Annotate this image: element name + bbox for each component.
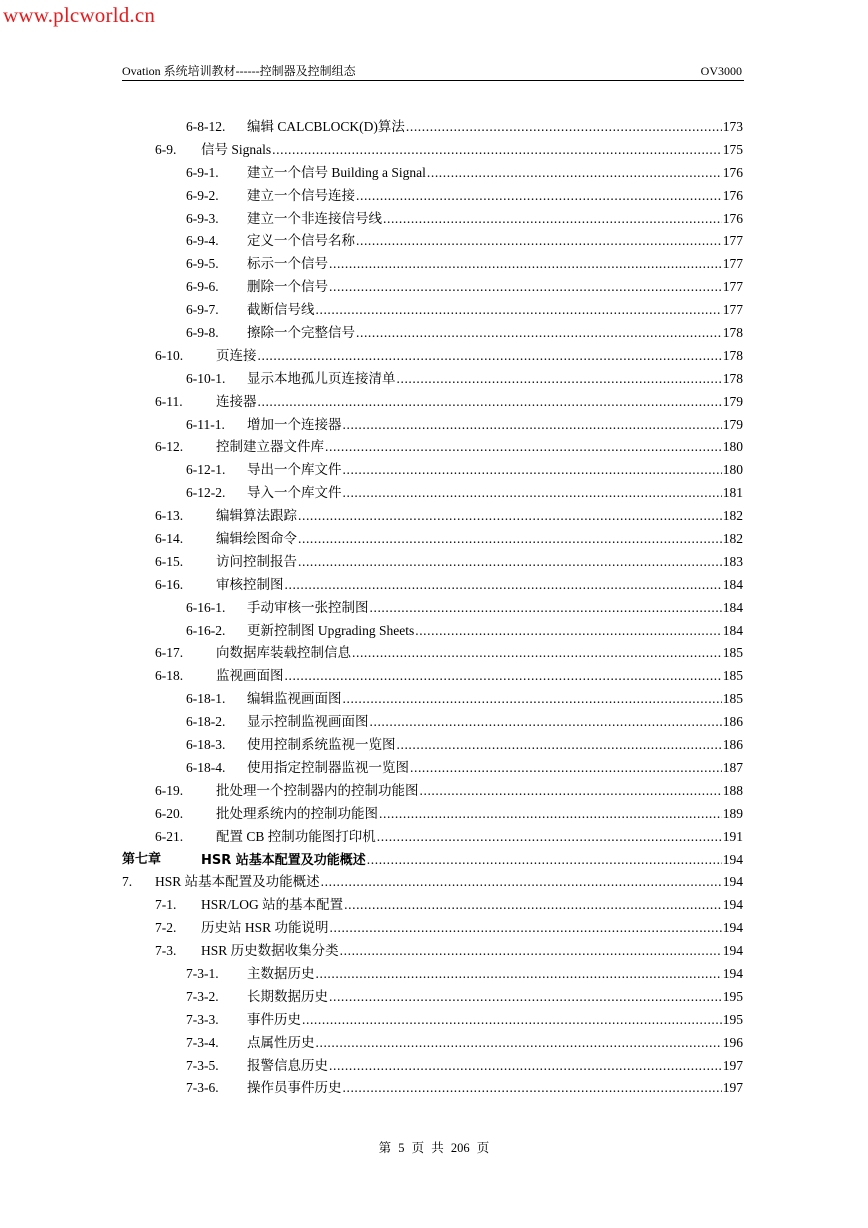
toc-entry-title: HSR 历史数据收集分类 xyxy=(201,943,339,959)
toc-dot-leader xyxy=(340,940,722,963)
toc-dot-leader xyxy=(343,414,722,437)
toc-dot-leader xyxy=(420,780,722,803)
toc-dot-leader xyxy=(370,711,722,734)
toc-entry-number: 7-1. xyxy=(155,897,177,913)
toc-entry-number: 6-9-3. xyxy=(186,210,219,226)
toc-entry-title: 控制建立器文件库 xyxy=(216,439,324,455)
toc-entry-title: 批处理一个控制器内的控制功能图 xyxy=(216,782,419,798)
toc-dot-leader xyxy=(258,345,722,368)
toc-entry-title: 定义一个信号名称 xyxy=(247,233,355,249)
toc-entry-page-number: 176 xyxy=(722,164,743,180)
toc-entry-page-number: 197 xyxy=(722,1057,743,1073)
toc-entry-page-number: 194 xyxy=(722,920,743,936)
toc-entry-number: 7-3-5. xyxy=(186,1057,219,1073)
toc-dot-leader xyxy=(329,986,722,1009)
toc-entry-title: HSR/LOG 站的基本配置 xyxy=(201,897,344,913)
toc-entry-line xyxy=(216,551,743,574)
toc-entry[interactable] xyxy=(0,574,868,597)
toc-entry-title: HSR 站基本配置及功能概述 xyxy=(155,874,320,890)
toc-entry[interactable] xyxy=(0,185,868,208)
toc-entry-line xyxy=(247,1055,743,1078)
toc-entry[interactable] xyxy=(0,711,868,734)
toc-dot-leader xyxy=(316,299,722,322)
toc-entry-title: 报警信息历史 xyxy=(247,1057,328,1073)
toc-entry-number: 7-3-3. xyxy=(186,1011,219,1027)
toc-entry-line xyxy=(247,459,743,482)
toc-dot-leader xyxy=(285,665,722,688)
toc-entry-page-number: 176 xyxy=(722,187,743,203)
toc-entry-title: HSR 站基本配置及功能概述 xyxy=(201,852,366,868)
toc-dot-leader xyxy=(344,894,722,917)
toc-dot-leader xyxy=(356,322,722,345)
toc-entry-number: 6-15. xyxy=(155,553,184,569)
table-of-contents xyxy=(0,116,868,1100)
toc-entry[interactable] xyxy=(0,734,868,757)
toc-entry-page-number: 191 xyxy=(722,828,743,844)
toc-dot-leader xyxy=(343,482,722,505)
toc-entry-title: 增加一个连接器 xyxy=(247,416,342,432)
toc-entry-line xyxy=(247,1032,743,1055)
toc-entry-page-number: 194 xyxy=(722,943,743,959)
toc-entry-number: 7-2. xyxy=(155,920,177,936)
toc-dot-leader xyxy=(427,162,722,185)
toc-entry-number: 6-18-4. xyxy=(186,759,226,775)
toc-entry-line xyxy=(216,436,743,459)
toc-dot-leader xyxy=(367,849,722,872)
toc-entry[interactable] xyxy=(0,871,868,894)
toc-entry-line xyxy=(247,963,743,986)
toc-entry-number: 6-18-2. xyxy=(186,714,226,730)
toc-entry-line xyxy=(216,345,743,368)
toc-entry-line xyxy=(247,1009,743,1032)
toc-entry-line xyxy=(247,368,743,391)
toc-entry-page-number: 181 xyxy=(722,485,743,501)
toc-entry[interactable] xyxy=(0,963,868,986)
toc-entry-title: 使用指定控制器监视一览图 xyxy=(247,759,409,775)
toc-entry-page-number: 185 xyxy=(722,691,743,707)
toc-entry[interactable] xyxy=(0,391,868,414)
toc-entry[interactable] xyxy=(0,917,868,940)
toc-entry-line xyxy=(247,162,743,185)
toc-dot-leader xyxy=(325,436,722,459)
toc-entry-line xyxy=(247,253,743,276)
toc-dot-leader xyxy=(415,620,722,643)
toc-dot-leader xyxy=(406,116,722,139)
toc-entry-line xyxy=(247,986,743,1009)
toc-entry[interactable] xyxy=(0,986,868,1009)
toc-entry-number: 6-19. xyxy=(155,782,184,798)
toc-entry-page-number: 178 xyxy=(722,347,743,363)
toc-entry-number: 6-18-1. xyxy=(186,691,226,707)
toc-entry-line xyxy=(201,917,743,940)
toc-entry-title: 页连接 xyxy=(216,347,257,363)
toc-entry-title: 显示控制监视画面图 xyxy=(247,714,369,730)
toc-entry-line xyxy=(201,940,743,963)
toc-entry-number: 7-3. xyxy=(155,943,177,959)
toc-entry-line xyxy=(201,849,743,873)
toc-dot-leader xyxy=(330,917,722,940)
toc-entry-number: 6-9-5. xyxy=(186,256,219,272)
toc-entry-number: 6-9-2. xyxy=(186,187,219,203)
toc-entry-title: 配置 CB 控制功能图打印机 xyxy=(216,828,376,844)
toc-entry[interactable] xyxy=(0,230,868,253)
toc-entry[interactable] xyxy=(0,459,868,482)
toc-entry-number: 6-12. xyxy=(155,439,184,455)
toc-dot-leader xyxy=(321,871,722,894)
header-document-title: Ovation 系统培训教材------控制器及控制组态 xyxy=(122,64,356,78)
toc-entry-line xyxy=(247,1077,743,1100)
watermark-url: www.plcworld.cn xyxy=(3,3,156,27)
toc-entry-page-number: 179 xyxy=(722,393,743,409)
toc-entry-line xyxy=(216,528,743,551)
toc-dot-leader xyxy=(356,185,722,208)
toc-dot-leader xyxy=(370,597,722,620)
toc-entry-line xyxy=(216,780,743,803)
toc-entry-page-number: 185 xyxy=(722,668,743,684)
toc-entry-number: 6-9. xyxy=(155,141,177,157)
toc-entry[interactable] xyxy=(0,528,868,551)
toc-entry-number: 6-9-8. xyxy=(186,325,219,341)
toc-entry-number: 6-10. xyxy=(155,347,184,363)
toc-entry-page-number: 187 xyxy=(722,759,743,775)
toc-entry-line xyxy=(247,276,743,299)
toc-entry-number: 6-13. xyxy=(155,508,184,524)
toc-entry-line xyxy=(247,620,743,643)
toc-entry-title: 信号 Signals xyxy=(201,141,272,157)
toc-entry-page-number: 177 xyxy=(722,233,743,249)
toc-entry-page-number: 195 xyxy=(722,1011,743,1027)
toc-entry[interactable] xyxy=(0,322,868,345)
toc-entry-page-number: 185 xyxy=(722,645,743,661)
toc-entry-page-number: 184 xyxy=(722,622,743,638)
toc-dot-leader xyxy=(352,642,722,665)
toc-entry-page-number: 194 xyxy=(722,965,743,981)
toc-entry-number: 7-3-1. xyxy=(186,965,219,981)
toc-entry-page-number: 179 xyxy=(722,416,743,432)
toc-entry-line xyxy=(216,391,743,414)
toc-entry-title: 向数据库装载控制信息 xyxy=(216,645,351,661)
toc-dot-leader xyxy=(329,253,722,276)
toc-entry[interactable] xyxy=(0,162,868,185)
toc-entry[interactable] xyxy=(0,620,868,643)
toc-entry[interactable] xyxy=(0,1009,868,1032)
toc-entry[interactable] xyxy=(0,551,868,574)
toc-entry[interactable] xyxy=(0,482,868,505)
toc-entry[interactable] xyxy=(0,688,868,711)
toc-entry[interactable] xyxy=(0,276,868,299)
toc-entry-number: 6-21. xyxy=(155,828,184,844)
toc-entry-line xyxy=(247,711,743,734)
toc-entry-line xyxy=(247,322,743,345)
toc-entry-number: 7. xyxy=(122,874,133,890)
toc-entry-number: 6-9-1. xyxy=(186,164,219,180)
toc-entry[interactable] xyxy=(0,414,868,437)
toc-entry-page-number: 194 xyxy=(722,874,743,890)
toc-entry-title: 编辑 CALCBLOCK(D)算法 xyxy=(247,119,405,134)
toc-entry-title: 主数据历史 xyxy=(247,965,315,981)
toc-entry-title: 访问控制报告 xyxy=(216,553,297,569)
toc-dot-leader xyxy=(316,963,722,986)
toc-entry-page-number: 182 xyxy=(722,531,743,547)
toc-entry-title: 批处理系统内的控制功能图 xyxy=(216,805,378,821)
toc-entry-line xyxy=(247,734,743,757)
toc-entry-line xyxy=(247,482,743,505)
toc-dot-leader xyxy=(285,574,722,597)
toc-entry-page-number: 195 xyxy=(722,988,743,1004)
toc-dot-leader xyxy=(272,139,722,162)
toc-entry-title: 操作员事件历史 xyxy=(247,1080,342,1096)
toc-entry-page-number: 197 xyxy=(722,1080,743,1096)
toc-entry-title: 标示一个信号 xyxy=(247,256,328,272)
toc-entry-page-number: 183 xyxy=(722,553,743,569)
toc-entry-number: 6-18. xyxy=(155,668,184,684)
toc-dot-leader xyxy=(356,230,722,253)
toc-entry-number: 6-12-2. xyxy=(186,485,226,501)
toc-entry-page-number: 175 xyxy=(722,141,743,157)
toc-entry-line xyxy=(247,414,743,437)
toc-entry-page-number: 177 xyxy=(722,256,743,272)
toc-entry-title: 历史站 HSR 功能说明 xyxy=(201,920,329,936)
toc-entry-line xyxy=(247,688,743,711)
toc-entry-number: 6-9-6. xyxy=(186,279,219,295)
toc-entry-page-number: 184 xyxy=(722,576,743,592)
toc-entry-line xyxy=(247,185,743,208)
toc-entry-line xyxy=(247,208,743,231)
toc-entry-line xyxy=(247,597,743,620)
toc-entry[interactable] xyxy=(0,849,868,872)
toc-entry-number: 6-16. xyxy=(155,576,184,592)
toc-entry[interactable] xyxy=(0,1032,868,1055)
toc-entry[interactable] xyxy=(0,757,868,780)
toc-entry-number: 7-3-4. xyxy=(186,1034,219,1050)
toc-entry-title: 使用控制系统监视一览图 xyxy=(247,737,396,753)
toc-entry-title: 监视画面图 xyxy=(216,668,284,684)
toc-entry-title: 编辑绘图命令 xyxy=(216,531,297,547)
toc-entry-number: 6-12-1. xyxy=(186,462,226,478)
toc-entry-page-number: 186 xyxy=(722,737,743,753)
toc-entry-line xyxy=(247,116,743,139)
toc-entry-title: 编辑算法跟踪 xyxy=(216,508,297,524)
toc-entry[interactable] xyxy=(0,253,868,276)
toc-entry[interactable] xyxy=(0,299,868,322)
toc-entry[interactable] xyxy=(0,803,868,826)
toc-entry-line xyxy=(155,871,743,894)
toc-entry-title: 长期数据历史 xyxy=(247,988,328,1004)
toc-entry-title: 建立一个信号连接 xyxy=(247,187,355,203)
toc-entry-number: 6-11. xyxy=(155,393,183,409)
toc-entry-title: 连接器 xyxy=(216,393,257,409)
toc-entry-page-number: 194 xyxy=(722,897,743,913)
toc-entry-line xyxy=(216,574,743,597)
toc-entry-title: 点属性历史 xyxy=(247,1034,315,1050)
toc-entry[interactable] xyxy=(0,436,868,459)
toc-entry-number: 6-14. xyxy=(155,531,184,547)
toc-entry-line xyxy=(216,505,743,528)
toc-entry-number: 6-9-7. xyxy=(186,302,219,318)
toc-entry[interactable] xyxy=(0,116,868,139)
toc-entry-page-number: 189 xyxy=(722,805,743,821)
toc-entry-title: 擦除一个完整信号 xyxy=(247,325,355,341)
toc-entry-title: 审核控制图 xyxy=(216,576,284,592)
toc-dot-leader xyxy=(343,688,722,711)
toc-entry-page-number: 194 xyxy=(722,851,743,867)
toc-entry-title: 更新控制图 Upgrading Sheets xyxy=(247,622,415,638)
toc-entry-title: 截断信号线 xyxy=(247,302,315,318)
header-document-code: OV3000 xyxy=(700,64,742,78)
toc-entry-page-number: 173 xyxy=(722,119,743,134)
toc-entry-title: 删除一个信号 xyxy=(247,279,328,295)
toc-entry-number: 6-16-1. xyxy=(186,599,226,615)
page-header xyxy=(122,64,742,80)
toc-entry-line xyxy=(216,665,743,688)
toc-entry-number: 6-17. xyxy=(155,645,184,661)
toc-dot-leader xyxy=(379,803,722,826)
toc-dot-leader xyxy=(343,1077,722,1100)
toc-entry-page-number: 177 xyxy=(722,302,743,318)
toc-entry-page-number: 188 xyxy=(722,782,743,798)
toc-dot-leader xyxy=(316,1032,722,1055)
toc-entry-title: 手动审核一张控制图 xyxy=(247,599,369,615)
toc-dot-leader xyxy=(383,208,722,231)
toc-entry[interactable] xyxy=(0,780,868,803)
toc-entry-title: 建立一个非连接信号线 xyxy=(247,210,382,226)
toc-entry-number: 7-3-6. xyxy=(186,1080,219,1096)
toc-entry-page-number: 178 xyxy=(722,325,743,341)
page-footer: 第 5 页 共 206 页 xyxy=(378,1141,490,1155)
toc-dot-leader xyxy=(329,1055,722,1078)
toc-entry-line xyxy=(201,139,743,162)
toc-entry[interactable] xyxy=(0,597,868,620)
toc-entry[interactable] xyxy=(0,1077,868,1100)
toc-entry-line xyxy=(216,826,743,849)
toc-entry[interactable] xyxy=(0,139,868,162)
toc-entry-title: 显示本地孤儿页连接清单 xyxy=(247,370,396,386)
toc-entry-page-number: 177 xyxy=(722,279,743,295)
toc-entry-page-number: 176 xyxy=(722,210,743,226)
toc-dot-leader xyxy=(298,551,722,574)
toc-entry[interactable] xyxy=(0,208,868,231)
toc-entry-page-number: 180 xyxy=(722,462,743,478)
toc-entry[interactable] xyxy=(0,368,868,391)
toc-entry-line xyxy=(201,894,743,917)
toc-dot-leader xyxy=(397,368,722,391)
toc-entry[interactable] xyxy=(0,505,868,528)
toc-dot-leader xyxy=(397,734,722,757)
toc-entry[interactable] xyxy=(0,642,868,665)
toc-dot-leader xyxy=(298,528,722,551)
toc-dot-leader xyxy=(410,757,722,780)
toc-entry-page-number: 196 xyxy=(722,1034,743,1050)
toc-entry[interactable] xyxy=(0,345,868,368)
toc-dot-leader xyxy=(302,1009,722,1032)
toc-dot-leader xyxy=(298,505,722,528)
toc-entry-title: 导出一个库文件 xyxy=(247,462,342,478)
toc-entry-page-number: 182 xyxy=(722,508,743,524)
toc-entry-number: 6-16-2. xyxy=(186,622,226,638)
toc-dot-leader xyxy=(329,276,722,299)
toc-dot-leader xyxy=(258,391,722,414)
toc-entry-title: 编辑监视画面图 xyxy=(247,691,342,707)
toc-entry-page-number: 178 xyxy=(722,370,743,386)
toc-entry-line xyxy=(247,757,743,780)
toc-entry-number: 6-10-1. xyxy=(186,370,226,386)
toc-entry-page-number: 184 xyxy=(722,599,743,615)
toc-entry-number: 6-18-3. xyxy=(186,737,226,753)
toc-entry-line xyxy=(247,230,743,253)
toc-entry-number: 第七章 xyxy=(122,851,162,867)
toc-entry-title: 建立一个信号 Building a Signal xyxy=(247,164,426,180)
toc-entry[interactable] xyxy=(0,1055,868,1078)
toc-entry-number: 6-8-12. xyxy=(186,119,226,134)
toc-entry-line xyxy=(247,299,743,322)
toc-entry-title: 事件历史 xyxy=(247,1011,301,1027)
toc-entry-number: 6-9-4. xyxy=(186,233,219,249)
toc-entry-number: 7-3-2. xyxy=(186,988,219,1004)
header-rule xyxy=(122,80,744,81)
toc-entry[interactable] xyxy=(0,826,868,849)
toc-dot-leader xyxy=(343,459,722,482)
toc-entry-line xyxy=(216,642,743,665)
toc-entry-number: 6-11-1. xyxy=(186,416,225,432)
toc-entry[interactable] xyxy=(0,940,868,963)
toc-entry[interactable] xyxy=(0,894,868,917)
toc-entry[interactable] xyxy=(0,665,868,688)
toc-entry-line xyxy=(216,803,743,826)
toc-dot-leader xyxy=(377,826,722,849)
toc-entry-page-number: 180 xyxy=(722,439,743,455)
toc-entry-page-number: 186 xyxy=(722,714,743,730)
toc-entry-title: 导入一个库文件 xyxy=(247,485,342,501)
toc-entry-number: 6-20. xyxy=(155,805,184,821)
